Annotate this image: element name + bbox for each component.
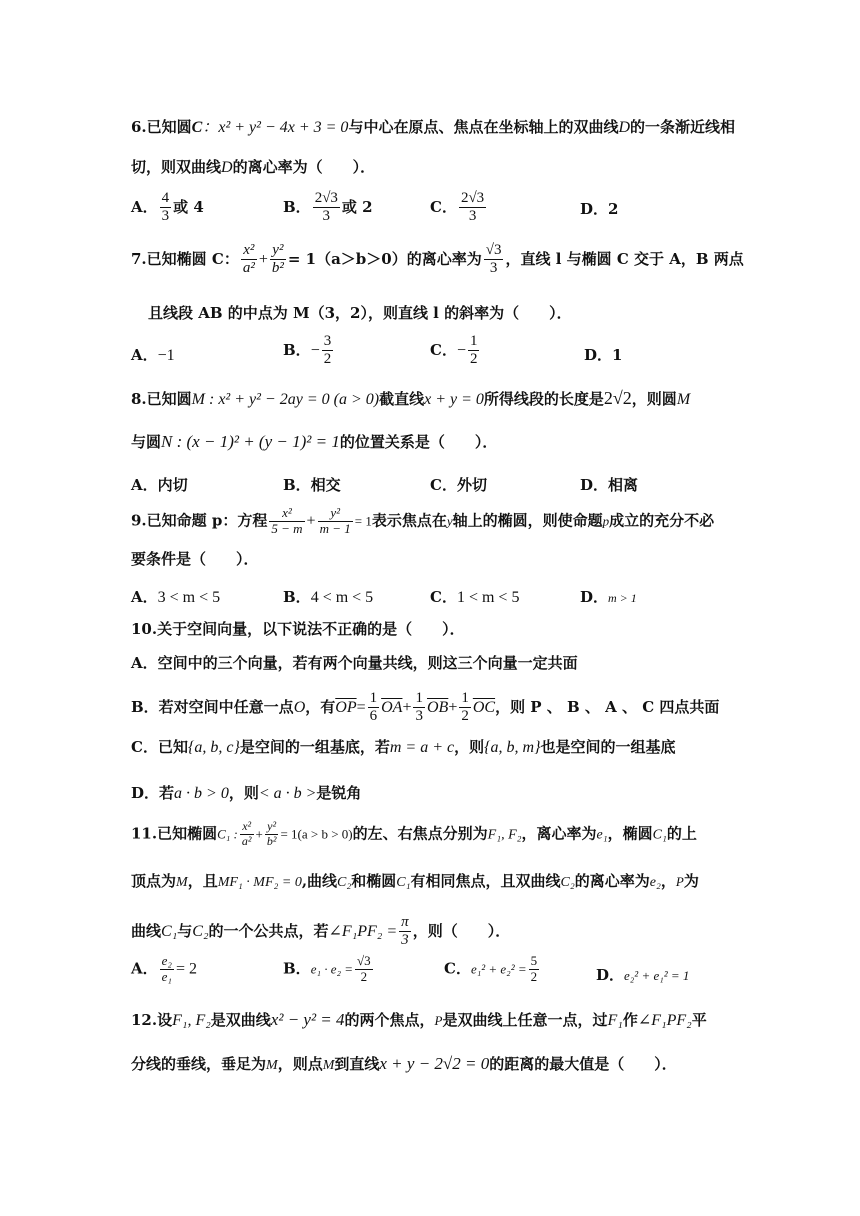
q6-option-a [131, 190, 204, 226]
option-label: C． [430, 588, 457, 606]
option-label: D． [596, 966, 625, 984]
q7-text: ，直线 l 与椭圆 C 交于 A，B 两点 [505, 249, 744, 268]
foci-names: F₁, F₂ [487, 827, 522, 843]
q11-option-b [283, 954, 375, 985]
q7-option-b [283, 333, 335, 369]
q11-text: 11.已知椭圆 [131, 824, 218, 843]
fraction-denominator: 5 − m [271, 520, 303, 536]
ellipse-name: C₁ : [217, 826, 238, 842]
q12-text: ，则点 [277, 1055, 323, 1073]
q11-text: ，则（ ）． [412, 921, 511, 940]
q11-text: 与 [177, 921, 193, 940]
q10-option-a [131, 654, 578, 672]
q9-option-d [580, 586, 637, 607]
q12-text: 作 [622, 1011, 638, 1029]
q10-option-c [131, 738, 676, 757]
plus-sign: + [255, 826, 263, 842]
angle-notation: < a · b > [258, 785, 317, 802]
q8-text: 截直线 [379, 390, 425, 408]
fraction-numerator: 1 [368, 690, 380, 708]
q9-line2 [131, 550, 259, 568]
q9-proposition-name: p [602, 513, 610, 529]
minus-sign: − [456, 341, 466, 359]
q8-length: 2√2 [603, 388, 632, 408]
q6-text: 与中心在原点、焦点在坐标轴上的双曲线 [348, 118, 619, 136]
q11-option-a [131, 954, 197, 985]
q6-hyperbola-name: D [618, 119, 631, 136]
q8-text: 与圆 [131, 433, 162, 451]
q8-text: 所得线段的长度是 [483, 390, 604, 408]
line-equation: x + y − 2√2 = 0 [379, 1054, 490, 1073]
option-text: C．已知 [131, 738, 188, 756]
option-text: 3 < m < 5 [157, 589, 221, 606]
foci-names: F₁, F₂ [172, 1012, 211, 1029]
ellipse-name: C₁ [396, 875, 411, 890]
option-text: ，则 [454, 738, 485, 756]
option-text: ，则 [228, 784, 259, 802]
option-text: A．内切 [131, 476, 188, 494]
option-text: 2 [608, 200, 619, 218]
option-label: D． [580, 200, 609, 218]
q6-text: 的一条渐近线相 [630, 118, 736, 136]
q11-text: 有相同焦点，且双曲线 [410, 872, 561, 890]
q7-option-a [131, 344, 175, 365]
fraction-numerator: e₂ [161, 953, 172, 968]
fraction-denominator: m − 1 [319, 520, 351, 536]
option-text: B．相交 [283, 476, 341, 494]
angle-name: ∠F₁PF₂ [637, 1012, 692, 1029]
q9-option-a [131, 586, 220, 607]
fraction-denominator: 3 [415, 708, 423, 725]
q12-text: 的两个焦点， [344, 1011, 435, 1029]
fraction-numerator: y² [265, 820, 279, 835]
q12-text: 是双曲线上任意一点，过 [442, 1011, 608, 1029]
eccentricity-e2: e₂ [649, 875, 661, 890]
option-text: −1 [157, 347, 175, 364]
q6-text: 切，则双曲线 [131, 158, 222, 176]
option-text: e₁ · e₂ = [310, 961, 354, 977]
q9-text: 成立的充分不必 [609, 511, 715, 530]
option-text: = 2 [175, 960, 197, 978]
fraction-denominator: a² [241, 833, 252, 848]
q8-option-c [430, 474, 487, 495]
option-label: C． [430, 340, 457, 359]
q8-circle-name: M [676, 391, 691, 408]
q11-text: 曲线 [131, 921, 162, 940]
fraction-denominator: 2 [360, 968, 368, 984]
fraction-denominator: 2 [530, 968, 538, 984]
q12-text: 到直线 [334, 1055, 380, 1073]
option-label: C． [444, 959, 471, 978]
condition: = 1(a > b > 0) [280, 826, 353, 842]
q6-option-b [283, 190, 373, 226]
ellipse-name: C₁ [161, 922, 178, 940]
dot-product-condition: a · b > 0 [174, 785, 229, 802]
equals: = 1 [354, 513, 372, 529]
q7-line1 [131, 242, 744, 278]
option-text: A．空间中的三个向量，若有两个向量共线，则这三个向量一定共面 [131, 654, 578, 672]
fraction-denominator: 6 [369, 708, 378, 725]
focus-f1: F₁ [607, 1012, 623, 1029]
vector-ob: $\overline{OB}$ [426, 698, 449, 716]
vector-oc: $\overline{OC}$ [472, 698, 496, 716]
option-text: 1 [612, 346, 623, 364]
q8-text: 8.已知圆 [131, 390, 192, 408]
q11-line2 [131, 872, 699, 892]
fraction-numerator: 1 [459, 690, 471, 708]
option-text: e₁² + e₂² = [470, 961, 527, 977]
fraction-numerator: x² [240, 820, 254, 835]
fraction-denominator: 3 [489, 260, 498, 277]
fraction-numerator: √3 [357, 953, 371, 968]
option-label: A． [131, 959, 158, 978]
q6-text: 的离心率为（ ）． [232, 158, 376, 176]
fraction-denominator: b² [271, 260, 284, 277]
q7-option-d [584, 344, 622, 365]
q11-line3 [131, 914, 510, 950]
q7-text: 7.已知椭圆 C： [131, 249, 239, 268]
q11-text: ，离心率为 [521, 824, 597, 843]
q12-line1 [131, 1010, 707, 1030]
q11-text: 的一个公共点，若 [208, 921, 329, 940]
equals: = [356, 698, 366, 716]
vector-oa: $\overline{OA}$ [381, 698, 403, 716]
q8-option-a [131, 474, 188, 495]
q12-text: 12.设 [131, 1011, 173, 1029]
q9-text: 要条件是（ ）． [131, 550, 259, 568]
option-text: 1 < m < 5 [456, 589, 520, 606]
q11-text: 顶点为 [131, 872, 177, 890]
q11-text: 为 [683, 872, 699, 890]
fraction-numerator: x² [241, 242, 257, 260]
option-text: 是空间的一组基底，若 [239, 738, 390, 756]
curve-c2: C₂ [192, 922, 209, 940]
fraction-denominator: 2 [469, 351, 478, 368]
option-text: 也是空间的一组基底 [540, 738, 676, 756]
fraction-numerator: x² [269, 506, 304, 522]
q11-text: ， [660, 872, 676, 890]
eccentricity-e1: e₁ [596, 827, 608, 843]
q6-hyperbola-name: D [221, 159, 233, 176]
q11-text: ，椭圆 [607, 824, 653, 843]
q9-option-c [430, 586, 519, 607]
fraction-denominator: b² [266, 833, 277, 848]
curve-c2: C₂ [560, 875, 575, 890]
basis-set: {a, b, c} [187, 739, 240, 756]
fraction-denominator: a² [242, 260, 255, 277]
option-label: D． [580, 588, 609, 606]
vector-op: $\overline{OP}$ [335, 698, 357, 716]
option-label: B． [283, 588, 311, 606]
point-m: M [266, 1058, 278, 1073]
q10-option-b: B．若对空间中任意一点O，有$\overline{OP}=$ $\frac{1}{6}$ $\overline{OA}+$ $\frac{1}{3}$ $\overline{OB}+$ $\frac{1}{2}$ $\overline{OC}$，则 P 、 B 、 A 、 C 四点共面 [131, 690, 720, 725]
ellipse-name: C₁ [652, 827, 667, 843]
q10-text: 10.关于空间向量，以下说法不正确的是（ ）． [131, 620, 465, 638]
fraction-numerator: √3 [484, 242, 504, 260]
q8-option-b [283, 474, 341, 495]
fraction-numerator: 2√3 [313, 190, 340, 208]
option-text: e₂² + e₁² = 1 [624, 968, 690, 983]
option-label: A． [131, 346, 158, 364]
option-text: D．若 [131, 784, 175, 802]
q9-axis-name: y [446, 513, 453, 529]
q8-line2 [131, 432, 497, 452]
minus-sign: − [310, 341, 320, 359]
plus-sign: + [306, 512, 316, 530]
q8-option-d [580, 474, 638, 495]
q9-line1 [131, 506, 714, 537]
q12-text: 的距离的最大值是（ ）． [489, 1055, 677, 1073]
point-p: P [675, 874, 684, 889]
curve-c2: C₂ [337, 875, 352, 890]
fraction-numerator: 3 [322, 333, 334, 351]
fraction-denominator: 2 [323, 351, 332, 368]
option-text: C．外切 [430, 476, 487, 494]
q6-option-c [430, 190, 488, 226]
option-label: C． [430, 197, 457, 216]
vector-equation: m = a + c [389, 739, 455, 756]
fraction-denominator: 3 [161, 208, 170, 225]
q9-text: 轴上的椭圆，则使命题 [452, 511, 603, 530]
option-label: B． [283, 959, 311, 978]
option-text: m > 1 [608, 591, 637, 605]
fraction-numerator: 1 [413, 690, 425, 708]
q7-option-c [430, 333, 481, 369]
q12-text: 平 [691, 1011, 707, 1029]
q11-text: 的离心率为 [574, 872, 650, 890]
q11-line1 [131, 820, 697, 849]
q6-circle-name: C [191, 119, 203, 136]
point-m: M [322, 1058, 335, 1073]
q7-text: 且线段 AB 的中点为 M（3，2），则直线 l 的斜率为（ ）． [148, 304, 572, 322]
q11-text: ，且 [187, 872, 218, 890]
q6-line2 [131, 158, 375, 177]
fraction-numerator: 1 [468, 333, 480, 351]
option-text: D．相离 [580, 476, 639, 494]
q9-text: 表示焦点在 [371, 511, 447, 530]
option-text: ，有 [305, 697, 336, 716]
q10-line1 [131, 620, 465, 638]
q7-text: = 1（a＞b＞0）的离心率为 [287, 249, 482, 268]
fraction-denominator: 3 [322, 208, 331, 225]
option-text: 4 < m < 5 [310, 589, 374, 606]
q11-text: 的上 [666, 824, 697, 843]
option-text: 或 2 [341, 197, 373, 216]
q12-text: 是双曲线 [210, 1011, 271, 1029]
fraction-numerator: π [399, 914, 411, 932]
plus-sign: + [258, 250, 268, 268]
q8-line1 [131, 388, 690, 410]
q9-option-b [283, 586, 373, 607]
fraction-denominator: 3 [401, 932, 409, 949]
option-label: B． [283, 197, 311, 216]
q8-line-equation: x + y = 0 [424, 391, 484, 408]
fraction-numerator: 2√3 [459, 190, 486, 208]
fraction-numerator: 5 [530, 953, 538, 968]
option-text: B．若对空间中任意一点 [131, 697, 294, 716]
point-p: P [434, 1013, 443, 1028]
basis-set: {a, b, m} [484, 739, 541, 756]
q6-text: 6.已知圆 [131, 118, 192, 136]
fraction-denominator: 3 [468, 208, 477, 225]
q6-option-d [580, 198, 618, 219]
q10-option-d [131, 784, 361, 803]
q8-text: ，则圆 [631, 390, 677, 408]
fraction-numerator: y² [270, 242, 286, 260]
angle-condition: ∠F₁PF₂ = [328, 922, 398, 940]
fraction-numerator: 4 [160, 190, 172, 208]
q12-line2 [131, 1054, 677, 1075]
q12-text: 分线的垂线，垂足为 [131, 1055, 267, 1073]
point-m: M [176, 875, 188, 890]
option-label: D． [584, 346, 613, 364]
q11-text: 和椭圆 [351, 872, 397, 890]
option-text: ，则 P 、 B 、 A 、 C 四点共面 [495, 697, 720, 716]
option-text: 或 4 [173, 197, 204, 216]
option-label: B． [283, 340, 311, 359]
option-text: 是锐角 [316, 784, 362, 802]
q9-text: 9.已知命题 p：方程 [131, 511, 268, 530]
fraction-denominator: e₁ [161, 968, 172, 984]
option-label: A． [131, 588, 158, 606]
option-label: A． [131, 197, 158, 216]
q11-text: 的左、右焦点分别为 [352, 824, 488, 843]
dot-product: MF₁ · MF₂ = 0 [217, 875, 302, 890]
q8-circle-equation: M : x² + y² − 2ay = 0 (a > 0) [191, 391, 380, 408]
q8-circle-n-equation: N : (x − 1)² + (y − 1)² = 1 [161, 432, 340, 451]
point-o: O [293, 698, 306, 716]
q6-line1 [131, 118, 735, 137]
q6-circle-equation: ：x² + y² − 4x + 3 = 0 [202, 119, 349, 136]
fraction-denominator: 2 [461, 708, 469, 725]
q11-option-d [596, 964, 689, 985]
q8-text: 的位置关系是（ ）． [339, 433, 498, 451]
q7-line2 [148, 304, 572, 322]
hyperbola-equation: x² − y² = 4 [270, 1010, 345, 1029]
q11-option-c [444, 954, 541, 985]
q11-text: ,曲线 [301, 872, 338, 890]
fraction-numerator: y² [318, 506, 353, 522]
